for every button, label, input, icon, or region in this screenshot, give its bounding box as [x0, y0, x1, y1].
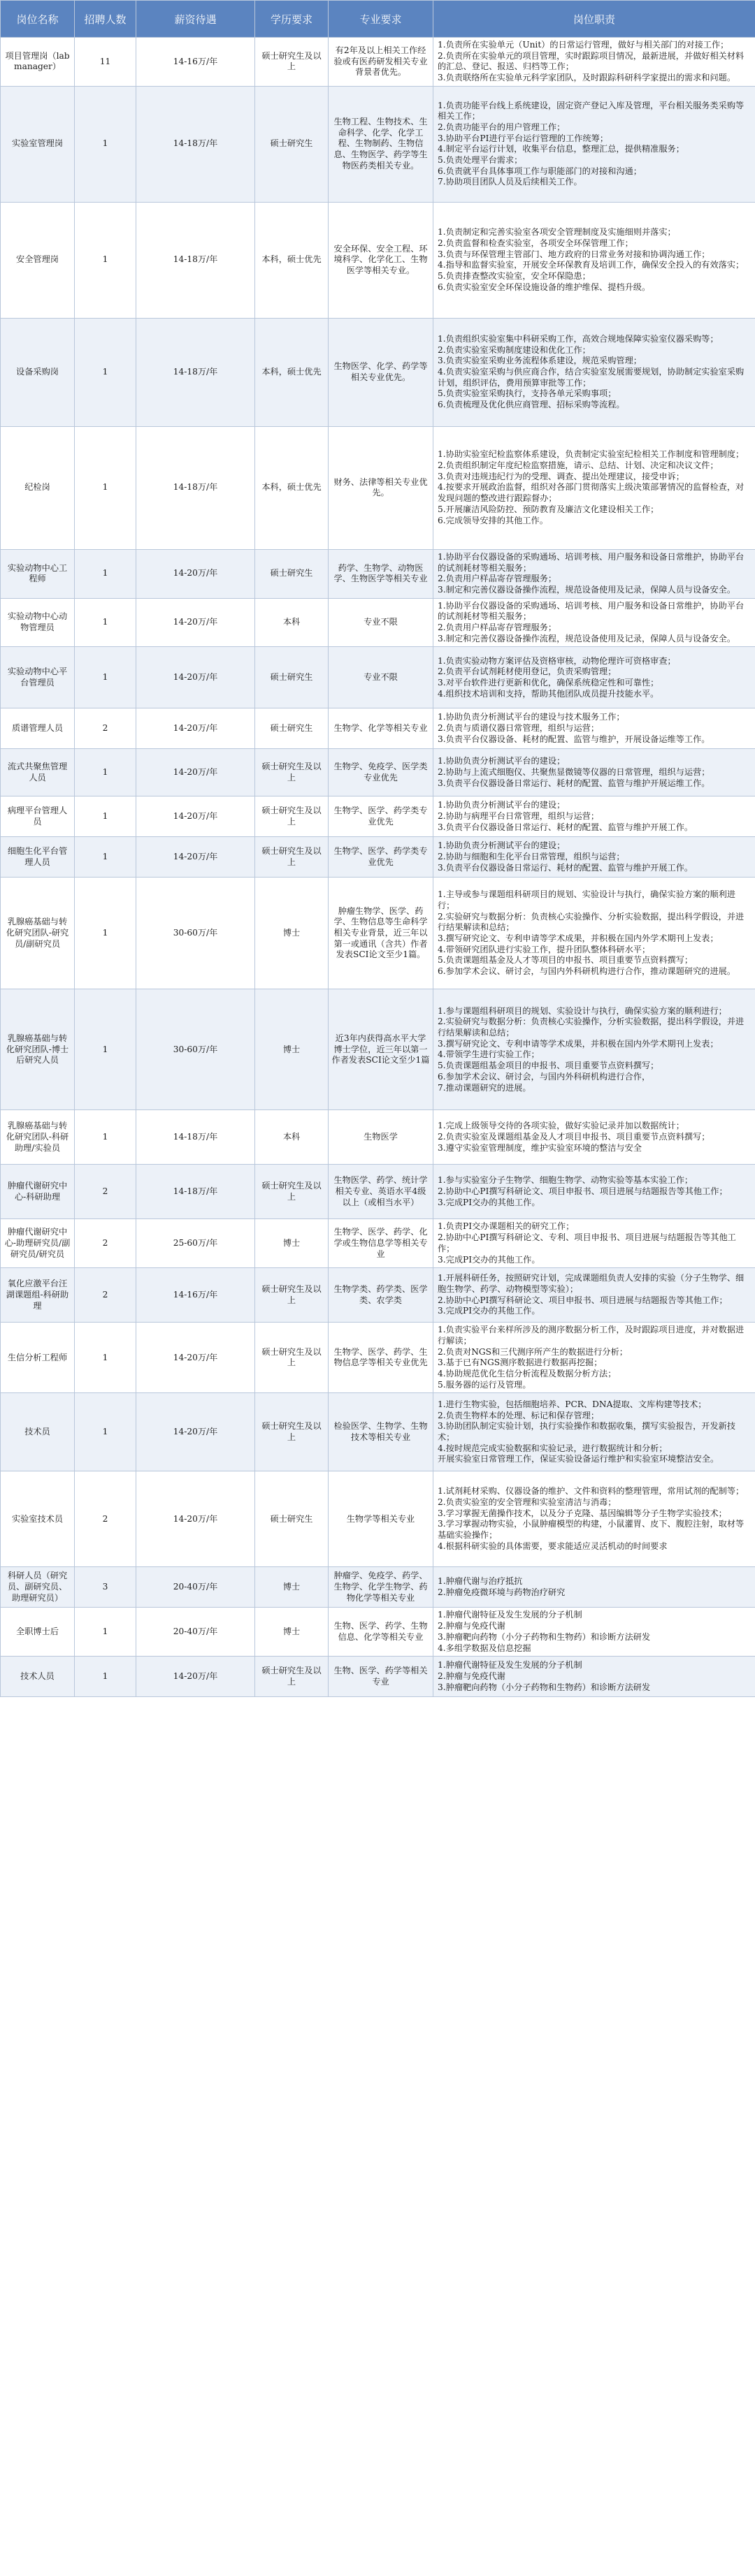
major-cell: 生物工程、生物技术、生命科学、化学、化学工程、生物制药、生物信息、生物医学、药学等生物医药类相关专业。	[329, 86, 433, 202]
position-name-cell: 实验室技术员	[1, 1471, 75, 1567]
education-cell: 硕士研究生	[255, 1471, 329, 1567]
duty-item: 4.根据科研实验的具体需要，要求能适应灵活机动的时间要求	[438, 1541, 668, 1551]
duties-cell	[433, 318, 755, 426]
position-name-cell: 全职博士后	[1, 1608, 75, 1657]
duty-item: 2.协助中心PI撰写科研论文、项目申报书、项目进展与结题报告等其他工作；	[438, 1186, 728, 1197]
duty-item: 3.制定和完善仪器设备操作流程，规范设备使用及记录，保障人员与设备安全。	[438, 584, 736, 595]
table-row	[1, 1165, 755, 1219]
major-cell: 生物、医学、药学等相关专业	[329, 1657, 433, 1697]
duties-cell	[433, 708, 755, 749]
major-cell: 财务、法律等相关专业优先。	[329, 426, 433, 549]
duties-cell	[433, 1393, 755, 1471]
duty-item: 2.负责功能平台的用户管理工作；	[438, 122, 566, 132]
table-row	[1, 1471, 755, 1567]
salary-cell: 14-20万/年	[136, 647, 255, 708]
duty-item: 1.负责功能平台线上系统建设，固定资产登记入库及管理，平台相关服务类采购等相关工作；	[438, 100, 745, 122]
duty-item: 2.协助与上流式细胞仪、共聚焦显微镜等仪器的日常管理，组织与运营；	[438, 767, 710, 778]
duty-item: 1.负责实验平台来样所涉及的测序数据分析工作，及时跟踪项目进度，并对数据进行解读；	[438, 1325, 745, 1346]
headcount-cell: 1	[75, 426, 136, 549]
major-cell: 生物学、化学等相关专业	[329, 708, 433, 749]
duty-item: 2.负责用户样品寄存管理服务；	[438, 574, 557, 584]
education-cell: 博士	[255, 1608, 329, 1657]
education-cell: 本科，硕士优先	[255, 202, 329, 318]
headcount-cell: 1	[75, 1110, 136, 1165]
duties-cell	[433, 796, 755, 837]
duty-item: 3.基于已有NGS测序数据进行数据再挖掘；	[438, 1358, 603, 1368]
duty-item: 开展实验室日常管理工作，保证实验设备运行维护和实验室环境整洁安全。	[438, 1454, 719, 1464]
duties-cell	[433, 426, 755, 549]
duty-item: 1.协助平台仪器设备的采购通场、培训考核、用户服务和设备日常维护，协助平台的试剂耗材等相关服务；	[438, 551, 745, 573]
duty-item: 1.开展科研任务，按照研究计划，完成课题组负责人安排的实验（分子生物学、细胞生物学、药学、动物模型等实验）；	[438, 1273, 745, 1295]
table-row	[1, 38, 755, 87]
education-cell: 博士	[255, 989, 329, 1110]
duty-item: 3.肿瘤靶向药物（小分子药物和生物药）和诊断方法研发	[438, 1631, 651, 1642]
education-cell: 硕士研究生及以上	[255, 837, 329, 878]
duty-item: 2.实验研究与数据分析：负责核心实验操作、分析实验数据，提出科学假设，并进行结果解读和总结；	[438, 911, 745, 933]
table-row	[1, 318, 755, 426]
position-name-cell: 技术人员	[1, 1657, 75, 1697]
duty-item: 2.负责监督和检查实验室，各项安全环保管理工作；	[438, 238, 633, 248]
duty-item: 4.指导和监督实验室，开展安全环保教育及培训工作，确保安全投入的有效落实；	[438, 260, 745, 270]
position-name-cell: 技术员	[1, 1393, 75, 1471]
duty-item: 2.协助中心PI撰写科研论文、专利、项目申报书、项目进展与结题报告等其他工作；	[438, 1232, 736, 1253]
duty-item: 7.推动课题研究的进展。	[438, 1082, 531, 1093]
duty-item: 3.负责平台仪器设备日常运行、耗材的配置、监管与维护开展运维工作。	[438, 778, 710, 788]
duty-item: 2.负责所在实验单元的项目管理，实时跟踪项目情况，最新进展，并做好相关材料的汇总、登记、报送、归档等工作；	[438, 50, 745, 72]
duty-item: 1.肿瘤代谢特征及发生发展的分子机制	[438, 1610, 582, 1620]
education-cell: 硕士研究生及以上	[255, 1268, 329, 1323]
duty-item: 6.完成领导安排的其他工作。	[438, 515, 548, 525]
education-cell: 本科，硕士优先	[255, 426, 329, 549]
major-cell: 药学、生物学、动物医学、生物医学等相关专业	[329, 549, 433, 598]
table-row	[1, 1219, 755, 1268]
position-name-cell: 氧化应激平台汪湖课题组-科研助理	[1, 1268, 75, 1323]
duty-item: 1.负责实验动物方案评估及资格审核，动物伦理许可资格审查；	[438, 655, 676, 666]
salary-cell: 14-20万/年	[136, 837, 255, 878]
duty-item: 3.协助团队制定实验计划，执行实验操作和数据收集，撰写实验报告，开发新技术；	[438, 1421, 736, 1442]
salary-cell: 14-20万/年	[136, 1657, 255, 1697]
position-name-cell: 流式共聚焦管理人员	[1, 749, 75, 796]
header-headcount: 招聘人数	[75, 1, 136, 38]
duties-cell	[433, 837, 755, 878]
duties-cell	[433, 1219, 755, 1268]
duty-item: 3.协助平台PI进行平台运行管理的工作统筹；	[438, 133, 609, 143]
major-cell: 肿瘤学、免疫学、药学、生物学、化学生物学、药物化学等相关专业	[329, 1567, 433, 1608]
major-cell: 生物学、医学、药学、生物信息学等相关专业优先	[329, 1323, 433, 1393]
headcount-cell: 1	[75, 598, 136, 647]
table-row	[1, 426, 755, 549]
duty-item: 3.学习掌握动物实验，小鼠肿瘤模型的构建，小鼠灌胃、皮下、腹腔注射，取材等基础实验操作；	[438, 1519, 745, 1541]
position-name-cell: 肿瘤代谢研究中心-科研助理	[1, 1165, 75, 1219]
header-major: 专业要求	[329, 1, 433, 38]
major-cell: 生物学、免疫学、医学类专业优先	[329, 749, 433, 796]
headcount-cell: 1	[75, 749, 136, 796]
education-cell: 硕士研究生	[255, 647, 329, 708]
salary-cell: 14-18万/年	[136, 86, 255, 202]
duty-item: 3.完成PI交办的其他工作。	[438, 1197, 540, 1207]
position-name-cell: 实验动物中心工程师	[1, 549, 75, 598]
duty-item: 5.负责处理平台需求；	[438, 155, 523, 166]
position-name-cell: 纪检岗	[1, 426, 75, 549]
position-name-cell: 质谱管理人员	[1, 708, 75, 749]
headcount-cell: 1	[75, 878, 136, 989]
duty-item: 6.负责梳理及优化供应商管理、招标采购等流程。	[438, 400, 625, 410]
major-cell: 生物医学	[329, 1110, 433, 1165]
duty-item: 4.带领研究团队进行实验工作，提升团队整体科研水平；	[438, 944, 651, 954]
table-row	[1, 708, 755, 749]
salary-cell: 14-20万/年	[136, 1393, 255, 1471]
duties-cell	[433, 1567, 755, 1608]
duty-item: 3.撰写研究论文、专利申请等学术成果，并积极在国内外学术期刊上发表；	[438, 1038, 719, 1049]
major-cell: 专业不限	[329, 647, 433, 708]
salary-cell: 14-20万/年	[136, 749, 255, 796]
duty-item: 2.肿瘤与免疫代谢	[438, 1671, 505, 1681]
duties-cell	[433, 202, 755, 318]
salary-cell: 14-18万/年	[136, 1110, 255, 1165]
education-cell: 博士	[255, 1567, 329, 1608]
salary-cell: 14-20万/年	[136, 708, 255, 749]
duty-item: 1.协助负责分析测试平台的建设；	[438, 841, 566, 851]
table-row	[1, 1567, 755, 1608]
duty-item: 3.负责平台仪器设备日常运行、耗材的配置、监管与维护开展工作。	[438, 862, 693, 873]
duty-item: 3.撰写研究论文、专利申请等学术成果，并积极在国内外学术期刊上发表；	[438, 933, 719, 943]
table-row	[1, 1323, 755, 1393]
salary-cell: 14-16万/年	[136, 38, 255, 87]
major-cell: 专业不限	[329, 598, 433, 647]
salary-cell: 14-16万/年	[136, 1268, 255, 1323]
duty-item: 2.负责实验室的安全管理和实验室清洁与消毒；	[438, 1497, 617, 1508]
duty-item: 1.协助负责分析测试平台的建设；	[438, 756, 566, 766]
duty-item: 2.负责生物样本的处理、标记和保存管理；	[438, 1410, 600, 1420]
position-name-cell: 细胞生化平台管理人员	[1, 837, 75, 878]
headcount-cell: 3	[75, 1567, 136, 1608]
duty-item: 3.对平台软件进行更新和优化，确保系统稳定性和可靠性；	[438, 677, 659, 687]
duty-item: 1.协助负责分析测试平台的建设；	[438, 800, 566, 810]
salary-cell: 14-18万/年	[136, 426, 255, 549]
major-cell: 肿瘤生物学、医学、药学、生物信息等生命科学相关专业背景，近三年以第一或通讯（含共）作者发表SCI论文至少1篇。	[329, 878, 433, 989]
duty-item: 4.按时规范完成实验数据和实验记录，进行数据统计和分析；	[438, 1443, 668, 1453]
headcount-cell: 1	[75, 549, 136, 598]
position-name-cell: 病理平台管理人员	[1, 796, 75, 837]
salary-cell: 14-18万/年	[136, 318, 255, 426]
duties-cell	[433, 1165, 755, 1219]
table-row	[1, 796, 755, 837]
duty-item: 3.负责平台仪器设备日常运行、耗材的配置、监管与维护开展工作。	[438, 822, 693, 832]
duty-item: 5.负责课题组基金及人才等项目的申报书、项目重要节点资料撰写；	[438, 955, 693, 966]
headcount-cell: 11	[75, 38, 136, 87]
duty-item: 1.参与实验室分子生物学、细胞生物学、动物实验等基本实验工作；	[438, 1175, 693, 1186]
education-cell: 本科	[255, 1110, 329, 1165]
duty-item: 3.负责实验室采购业务流程体系建设，规范采购管理；	[438, 356, 642, 366]
duties-cell	[433, 878, 755, 989]
position-name-cell: 乳腺癌基础与转化研究团队-科研助理/实验员	[1, 1110, 75, 1165]
duties-cell	[433, 647, 755, 708]
major-cell: 检验医学、生物学、生物技术等相关专业	[329, 1393, 433, 1471]
headcount-cell: 1	[75, 1323, 136, 1393]
major-cell: 生物学、医学、药学类专业优先	[329, 796, 433, 837]
headcount-cell: 1	[75, 1608, 136, 1657]
table-row	[1, 749, 755, 796]
major-cell: 生物、医学、药学、生物信息、化学等相关专业	[329, 1608, 433, 1657]
duty-item: 1.协助实验室纪检监察体系建设，负责制定实验室纪检相关工作制度和管理制度；	[438, 449, 745, 460]
duty-item: 1.负责组织实验室集中科研采购工作，高效合规地保障实验室仪器采购等；	[438, 333, 719, 344]
table-row	[1, 202, 755, 318]
salary-cell: 14-18万/年	[136, 202, 255, 318]
salary-cell: 14-18万/年	[136, 1165, 255, 1219]
education-cell: 硕士研究生及以上	[255, 38, 329, 87]
duties-cell	[433, 86, 755, 202]
duty-item: 5.负责课题组基金项目的申报书、项目重要节点资料撰写；	[438, 1061, 659, 1071]
headcount-cell: 2	[75, 1219, 136, 1268]
table-row	[1, 1657, 755, 1697]
position-name-cell: 乳腺癌基础与转化研究团队-博士后研究人员	[1, 989, 75, 1110]
major-cell: 有2年及以上相关工作经验或有医药研发相关专业背景者优先。	[329, 38, 433, 87]
table-row	[1, 86, 755, 202]
position-name-cell: 肿瘤代谢研究中心-助理研究员/副研究员/研究员	[1, 1219, 75, 1268]
duty-item: 6.参加学术会议、研讨会，与国内外科研机构进行合作，推动课题研究的进展。	[438, 966, 736, 977]
duty-item: 3.负责平台仪器设备、耗材的配置、监管与维护，开展设备运维等工作。	[438, 734, 710, 744]
table-row	[1, 878, 755, 989]
headcount-cell: 1	[75, 1657, 136, 1697]
duty-item: 1.负责所在实验单元（Unit）的日常运行管理，做好与相关部门的对接工作；	[438, 40, 729, 50]
duty-item: 4.多组学数据及信息挖掘	[438, 1643, 531, 1653]
headcount-cell: 1	[75, 318, 136, 426]
duty-item: 2.实验研究与数据分析：负责核心实验操作，分析实验数据，提出科学假设，并进行结果解读和总结；	[438, 1017, 745, 1038]
header-salary: 薪资待遇	[136, 1, 255, 38]
duty-item: 1.协助负责分析测试平台的建设与技术服务工作；	[438, 712, 625, 722]
duty-item: 6.负责实验室安全环保设施设备的维护维保、提档升级。	[438, 282, 651, 292]
education-cell: 博士	[255, 1219, 329, 1268]
table-row	[1, 1393, 755, 1471]
duty-item: 1.完成上级领导交待的各项实验，做好实验记录并加以数据统计；	[438, 1121, 684, 1131]
duty-item: 2.负责组织制定年度纪检监察措施，请示、总结、计划、决定和决议文件；	[438, 460, 719, 471]
education-cell: 硕士研究生	[255, 86, 329, 202]
duty-item: 3.学习掌握无菌操作技术，以及分子克隆、基因编辑等分子生物学实验技术；	[438, 1508, 727, 1518]
duties-cell	[433, 1110, 755, 1165]
duty-item: 3.完成PI交办的其他工作。	[438, 1306, 540, 1316]
duty-item: 7.协助项目团队人员及后续相关工作。	[438, 177, 582, 187]
duty-item: 1.负责制定和完善实验室各项安全管理制度及实施细则并落实；	[438, 227, 676, 238]
major-cell: 生物医学、化学、药学等相关专业优先。	[329, 318, 433, 426]
position-name-cell: 实验动物中心平台管理员	[1, 647, 75, 708]
duty-item: 5.负责排查整改实验室，安全环保隐患；	[438, 271, 591, 282]
education-cell: 本科，硕士优先	[255, 318, 329, 426]
duty-item: 2.负责与质谱仪器日常管理，组织与运营；	[438, 723, 600, 734]
education-cell: 硕士研究生及以上	[255, 1323, 329, 1393]
headcount-cell: 1	[75, 1393, 136, 1471]
major-cell: 近3年内获得高水平大学博士学位，近三年以第一作者发表SCI论文至少1篇	[329, 989, 433, 1110]
position-name-cell: 生信分析工程师	[1, 1323, 75, 1393]
duty-item: 5.负责实验室采购执行，支持各单元采购事项；	[438, 388, 617, 399]
major-cell: 生物学等相关专业	[329, 1471, 433, 1567]
duties-cell	[433, 1657, 755, 1697]
duties-cell	[433, 1608, 755, 1657]
duty-item: 2.肿瘤免疫微环境与药物治疗研究	[438, 1587, 566, 1597]
duties-cell	[433, 1323, 755, 1393]
duty-item: 5.开展廉洁风险防控、预防教育及廉洁文化建设相关工作；	[438, 504, 659, 514]
education-cell: 博士	[255, 878, 329, 989]
salary-cell: 14-20万/年	[136, 796, 255, 837]
duty-item: 3.肿瘤靶向药物（小分子药物和生物药）和诊断方法研发	[438, 1682, 651, 1692]
headcount-cell: 1	[75, 647, 136, 708]
education-cell: 本科	[255, 598, 329, 647]
position-name-cell: 设备采购岗	[1, 318, 75, 426]
duty-item: 1.肿瘤代谢与治疗抵抗	[438, 1576, 523, 1587]
headcount-cell: 2	[75, 1268, 136, 1323]
position-name-cell: 科研人员（研究员、副研究员、助理研究员）	[1, 1567, 75, 1608]
duty-item: 3.完成PI交办的其他工作。	[438, 1254, 540, 1265]
salary-cell: 20-40万/年	[136, 1567, 255, 1608]
education-cell: 硕士研究生及以上	[255, 1393, 329, 1471]
duty-item: 1.协助平台仪器设备的采购通场、培训考核、用户服务和设备日常维护，协助平台的试剂耗材等相关服务；	[438, 600, 745, 622]
duty-item: 1.试剂耗材采购、仪器设备的维护、文件和资料的整理管理，常用试剂的配制等；	[438, 1486, 745, 1497]
table-row	[1, 1268, 755, 1323]
duties-cell	[433, 1268, 755, 1323]
duty-item: 4.按要求开展政治监督，组织对各部门贯彻落实上级决策部署情况的监督检查，对发现问题的整改进行跟踪督办；	[438, 482, 745, 504]
duty-item: 6.负责就平台具体事项工作与职能部门的对接和沟通；	[438, 166, 642, 176]
table-row	[1, 549, 755, 598]
headcount-cell: 1	[75, 86, 136, 202]
duty-item: 3.负责与环保管理主管部门、地方政府的日常业务对接和协调沟通工作；	[438, 249, 710, 259]
duty-item: 6.参加学术会议、研讨会，与国内外科研机构进行合作，	[438, 1071, 651, 1082]
salary-cell: 14-20万/年	[136, 1471, 255, 1567]
major-cell: 生物学、医学、药学类专业优先	[329, 837, 433, 878]
duties-cell	[433, 1471, 755, 1567]
duty-item: 2.肿瘤与免疫代谢	[438, 1621, 505, 1631]
salary-cell: 20-40万/年	[136, 1608, 255, 1657]
major-cell: 生物医学、药学、统计学相关专业、英语水平4级以上（或相当水平）	[329, 1165, 433, 1219]
duty-item: 1.肿瘤代谢特征及发生发展的分子机制	[438, 1660, 582, 1671]
duty-item: 5.服务器的运行及管理。	[438, 1379, 531, 1390]
salary-cell: 14-20万/年	[136, 1323, 255, 1393]
salary-cell: 14-20万/年	[136, 598, 255, 647]
education-cell: 硕士研究生及以上	[255, 749, 329, 796]
duty-item: 1.进行生物实验，包括细胞培养、PCR、DNA提取、文库构建等技术；	[438, 1399, 707, 1409]
headcount-cell: 1	[75, 989, 136, 1110]
duty-item: 3.负责对违规违纪行为的受理、调查、提出处理建议，接受申诉；	[438, 471, 684, 481]
duty-item: 2.负责平台试剂耗材使用登记，负责采购管理；	[438, 667, 617, 677]
duty-item: 3.遵守实验室管理制度，维护实验室环境的整洁与安全	[438, 1142, 642, 1153]
duty-item: 4.带领学生进行实验工作；	[438, 1049, 540, 1060]
headcount-cell: 1	[75, 837, 136, 878]
duty-item: 1.参与课题组科研项目的规划、实验设计与执行，确保实验方案的顺利进行；	[438, 1005, 727, 1016]
position-name-cell: 安全管理岗	[1, 202, 75, 318]
table-row	[1, 837, 755, 878]
salary-cell: 14-20万/年	[136, 549, 255, 598]
table-row	[1, 647, 755, 708]
duties-cell	[433, 38, 755, 87]
duty-item: 4.组织技术培训和支持，帮助其他团队成员提升技能水平。	[438, 688, 659, 699]
table-row	[1, 989, 755, 1110]
headcount-cell: 2	[75, 1471, 136, 1567]
salary-cell: 30-60万/年	[136, 989, 255, 1110]
major-cell: 生物学、医学、药学、化学或生物信息学等相关专业	[329, 1219, 433, 1268]
education-cell: 硕士研究生及以上	[255, 796, 329, 837]
duty-item: 4.制定平台运行计划，收集平台信息，整理汇总，提供精准服务；	[438, 144, 684, 154]
position-name-cell: 实验动物中心动物管理员	[1, 598, 75, 647]
major-cell: 安全环保、安全工程、环境科学、化学化工、生物医学等相关专业。	[329, 202, 433, 318]
position-name-cell: 乳腺癌基础与转化研究团队-研究员/副研究员	[1, 878, 75, 989]
headcount-cell: 2	[75, 1165, 136, 1219]
duty-item: 1.主导或参与课题组科研项目的规划、实验设计与执行，确保实验方案的顺利进行；	[438, 889, 736, 910]
duty-item: 4.负责实验室采购与供应商合作，结合实验室发展需要规划，协助制定实验室采购计划，组织评估，费用预算审批等工作；	[438, 366, 745, 388]
education-cell: 硕士研究生	[255, 708, 329, 749]
salary-cell: 25-60万/年	[136, 1219, 255, 1268]
duty-item: 4.协助规范优化生信分析流程及数据分析方法；	[438, 1369, 617, 1379]
education-cell: 硕士研究生及以上	[255, 1165, 329, 1219]
position-name-cell: 实验室管理岗	[1, 86, 75, 202]
duty-item: 2.负责对NGS和三代测序所产生的数据进行分析；	[438, 1346, 628, 1357]
header-position-name: 岗位名称	[1, 1, 75, 38]
header-duties: 岗位职责	[433, 1, 755, 38]
table-header-row	[1, 1, 755, 38]
table-body	[1, 38, 755, 1697]
headcount-cell: 2	[75, 708, 136, 749]
duty-item: 2.协助与细胞和生化平台日常管理，组织与运营；	[438, 852, 625, 862]
table-row	[1, 1110, 755, 1165]
duties-cell	[433, 749, 755, 796]
headcount-cell: 1	[75, 796, 136, 837]
duty-item: 2.协助与病理平台日常管理，组织与运营；	[438, 811, 600, 822]
duty-item: 1.负责PI交办课题相关的研究工作；	[438, 1221, 575, 1232]
duty-item: 2.负责实验室采购制度建设和优化工作；	[438, 344, 591, 355]
education-cell: 硕士研究生及以上	[255, 1657, 329, 1697]
salary-cell: 30-60万/年	[136, 878, 255, 989]
table-row	[1, 598, 755, 647]
duty-item: 2.协助中心PI撰写科研论文、项目申报书、项目进展与结题报告等其他工作；	[438, 1295, 728, 1305]
duties-cell	[433, 598, 755, 647]
duties-cell	[433, 989, 755, 1110]
duty-item: 2.负责实验室及课题组基金及人才项目申报书、项目重要节点资料撰写；	[438, 1132, 710, 1142]
position-name-cell: 项目管理岗（lab manager）	[1, 38, 75, 87]
duty-item: 2.负责用户样品寄存管理服务；	[438, 623, 557, 633]
header-education: 学历要求	[255, 1, 329, 38]
major-cell: 生物学类、药学类、医学类、农学类	[329, 1268, 433, 1323]
table-row	[1, 1608, 755, 1657]
education-cell: 硕士研究生	[255, 549, 329, 598]
duty-item: 3.负责联络所在实验单元科学家团队，及时跟踪科研科学家提出的需求和问题。	[438, 73, 736, 83]
duties-cell	[433, 549, 755, 598]
duty-item: 3.制定和完善仪器设备操作流程，规范设备使用及记录，保障人员与设备安全。	[438, 633, 736, 643]
headcount-cell: 1	[75, 202, 136, 318]
